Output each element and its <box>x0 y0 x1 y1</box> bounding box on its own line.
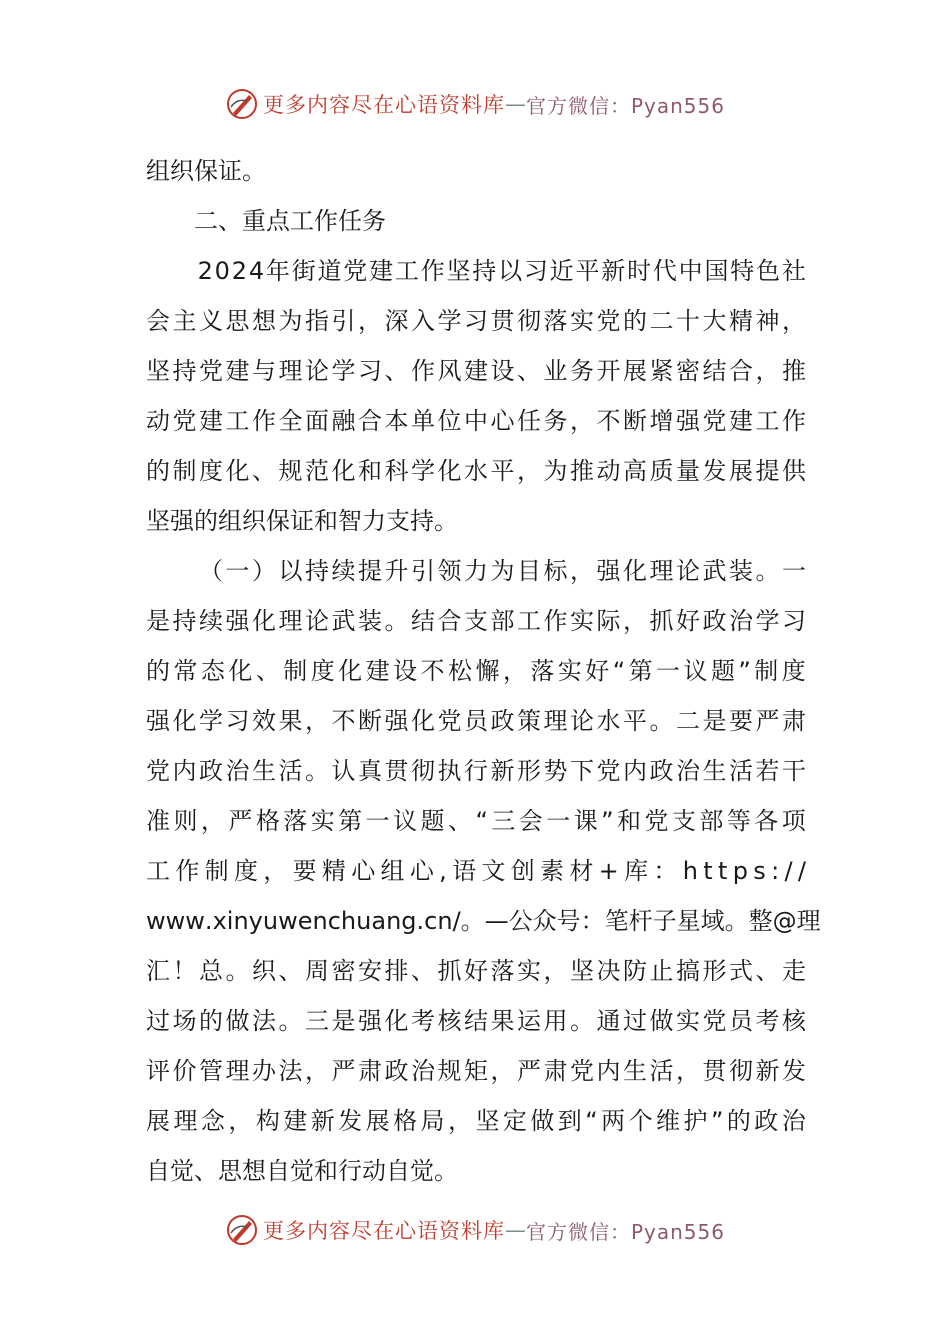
text-line: 工 作 制 度 ， 要 精 心 组 心 , 语 文 创 素 材 + 库 ： h t t p s : / / <box>146 857 806 885</box>
footer-contact: 官方微信：Pyan556 <box>525 1219 725 1244</box>
header-banner <box>0 84 950 124</box>
footer-dash: — <box>504 1218 526 1242</box>
text-line: 汇 ！ 总 。 织 、 周 密 安 排 、 抓 好 落 实 ， 坚 决 防 止 搞 形 式 、 走 <box>146 957 806 985</box>
footer-banner <box>0 1210 950 1250</box>
subsection-heading: （ 一 ） 以 持 续 提 升 引 领 力 为 目 标 ， 强 化 理 论 武 装 。 一 <box>199 557 806 585</box>
document-body <box>146 146 821 1196</box>
text-line: 强 化 学 习 效 果 ， 不 断 强 化 党 员 政 策 理 论 水 平 。 二 是 要 严 肃 <box>146 707 806 735</box>
text-line: 组织保证。 <box>146 157 266 185</box>
text-line: 坚强的组织保证和智力支持。 <box>146 507 458 535</box>
pen-logo-icon <box>225 1213 259 1247</box>
header-contact: 官方微信：Pyan556 <box>525 93 725 118</box>
text-line: 自觉、思想自觉和行动自觉。 <box>146 1157 458 1185</box>
text-line: 评 价 管 理 办 法 ， 严 肃 政 治 规 矩 ， 严 肃 党 内 生 活 ， 贯 彻 新 发 <box>146 1057 806 1085</box>
header-slogan: 更多内容尽在心语资料库 <box>262 93 505 117</box>
text-line: 党 内 政 治 生 活 。 认 真 贯 彻 执 行 新 形 势 下 党 内 政 治 生 活 若 干 <box>146 757 806 785</box>
section-heading: 二、重点工作任务 <box>146 207 386 235</box>
text-line: 的 常 态 化 、 制 度 化 建 设 不 松 懈 ， 落 实 好 “ 第 一 议 题 ” 制 度 <box>146 657 806 685</box>
text-line: 准 则 ， 严 格 落 实 第 一 议 题 、 “ 三 会 一 课 ” 和 党 支 部 等 各 项 <box>146 807 806 835</box>
text-line: 动 党 建 工 作 全 面 融 合 本 单 位 中 心 任 务 ， 不 断 增 强 党 建 工 作 <box>146 407 806 435</box>
header-dash: — <box>504 92 526 116</box>
text-line: 展 理 念 ， 构 建 新 发 展 格 局 ， 坚 定 做 到 “ 两 个 维 护 ” 的 政 治 <box>146 1107 806 1135</box>
text-line: 2 0 2 4 年 街 道 党 建 工 作 坚 持 以 习 近 平 新 时 代 中 国 特 色 社 <box>197 257 806 285</box>
pen-logo-icon <box>225 87 259 121</box>
text-line: w w w . x i n y u w e n c h u a n g . c n / 。 — 公 众 号 ： 笔 杆 子 星 域 。 整 @ 理 <box>146 907 821 935</box>
footer-slogan: 更多内容尽在心语资料库 <box>262 1219 505 1243</box>
text-line: 的 制 度 化 、 规 范 化 和 科 学 化 水 平 ， 为 推 动 高 质 量 发 展 提 供 <box>146 457 806 485</box>
text-line: 是 持 续 强 化 理 论 武 装 。 结 合 支 部 工 作 实 际 ， 抓 好 政 治 学 习 <box>146 607 806 635</box>
text-line: 过 场 的 做 法 。 三 是 强 化 考 核 结 果 运 用 。 通 过 做 实 党 员 考 核 <box>146 1007 806 1035</box>
text-line: 坚 持 党 建 与 理 论 学 习 、 作 风 建 设 、 业 务 开 展 紧 密 结 合 ， 推 <box>146 357 806 385</box>
text-line: 会 主 义 思 想 为 指 引 ， 深 入 学 习 贯 彻 落 实 党 的 二 十 大 精 神 ， <box>146 307 806 335</box>
